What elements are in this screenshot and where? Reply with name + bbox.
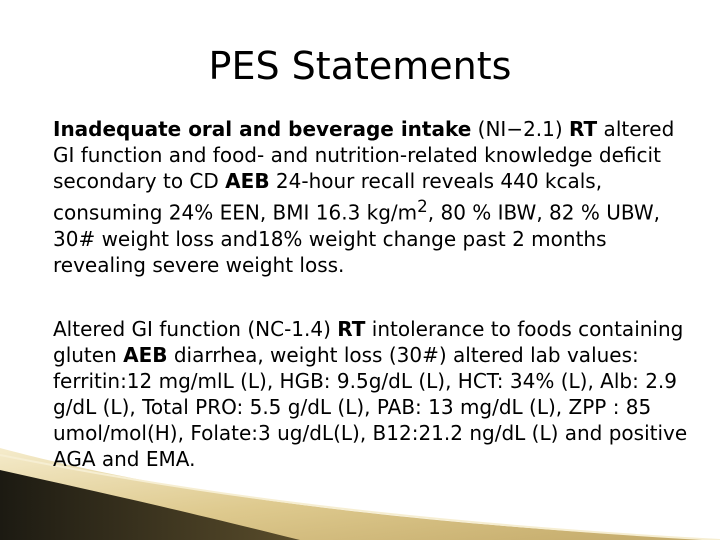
problem-code: (NI−2.1) [471,117,570,141]
signs-text-a: 24-hour recall reveals 440 kcals, consuming 24% EEN, BMI 16.3 kg/m [53,169,603,225]
signs-text-b: , 80 % IBW, 82 % UBW, 30# weight loss and18% weight change past 2 months revealing severe weight loss. [53,200,660,277]
etiology-text: altered GI function and food- and nutrition-related knowledge deficit secondary to CD [53,117,675,193]
rt-label: RT [569,117,598,141]
aeb-label: AEB [123,343,168,367]
problem-label: Altered GI function [53,317,241,341]
signs-text: diarrhea, weight loss (30#) altered lab values: ferritin:12 mg/mlL (L), HGB: 9.5g/dL (L), HCT: 34% (L), Alb: 2.9 g/dL (L), Total PRO: 5.5 g/dL (L), PAB: 13 mg/dL (L), ZPP : 85 umol/mol(H), Folate:3 ug/dL(L), B12:21.2 ng/dL (L) and positive AGA and EMA. [53,343,688,471]
etiology-text: intolerance to foods containing gluten [53,317,684,367]
pes-statement-2 [53,316,693,472]
aeb-label: AEB [225,169,270,193]
pes-statement-1 [53,116,693,278]
problem-label: Inadequate oral and beverage intake [53,117,472,141]
problem-code: (NC-1.4) [240,317,338,341]
rt-label: RT [337,317,366,341]
superscript-2: 2 [417,197,428,216]
slide-title: PES Statements [208,44,512,88]
